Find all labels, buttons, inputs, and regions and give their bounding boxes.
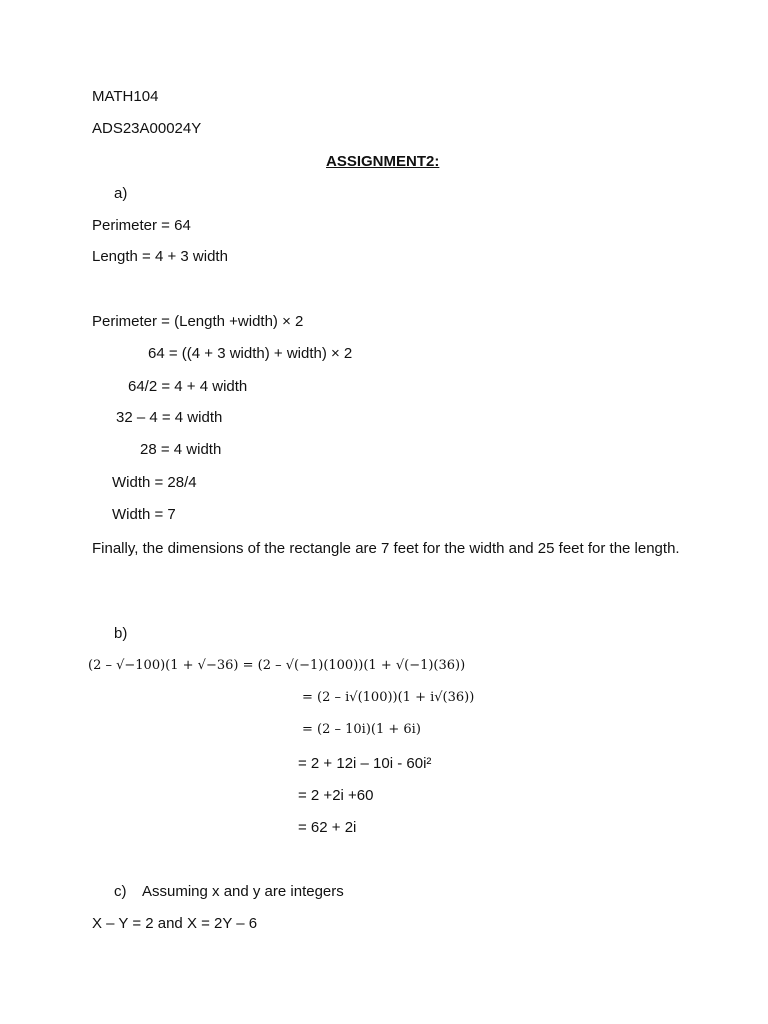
- assignment-title: ASSIGNMENT2:: [326, 153, 440, 170]
- part-c-heading: Assuming x and y are integers: [142, 883, 344, 900]
- part-a-line: 28 = 4 width: [140, 441, 222, 458]
- part-a-line: Length = 4 + 3 width: [92, 248, 228, 265]
- part-c-label: c): [114, 883, 127, 900]
- course-code: MATH104: [92, 88, 159, 105]
- student-id: ADS23A00024Y: [92, 120, 202, 137]
- part-b-equation: = 2 + 12i – 10i - 60i²: [298, 755, 432, 772]
- part-a-line: 32 – 4 = 4 width: [116, 409, 223, 426]
- part-a-line: Width = 7: [112, 506, 176, 523]
- part-b-equation: = (2 – 10i)(1 + 6i): [302, 722, 421, 737]
- part-c-line: X – Y = 2 and X = 2Y – 6: [92, 915, 258, 932]
- part-b-equation: = 62 + 2i: [298, 819, 357, 836]
- part-b-label: b): [114, 625, 128, 642]
- part-a-line: Perimeter = (Length +width) × 2: [92, 313, 304, 330]
- part-b-equation: = 2 +2i +60: [298, 787, 374, 804]
- part-a-line: 64/2 = 4 + 4 width: [128, 378, 248, 395]
- part-a-line: 64 = ((4 + 3 width) + width) × 2: [148, 345, 353, 362]
- part-a-line: Perimeter = 64: [92, 217, 191, 234]
- part-b-equation: (2 – √−100)(1 + √−36) = (2 – √(−1)(100))(1 + √(−1)(36)): [88, 658, 466, 673]
- part-a-line: Width = 28/4: [112, 474, 197, 491]
- part-b-equation: = (2 – i√(100))(1 + i√(36)): [302, 690, 475, 705]
- part-a-conclusion: Finally, the dimensions of the rectangle are 7 feet for the width and 25 feet for the length.: [92, 540, 680, 557]
- part-a-label: a): [114, 185, 128, 202]
